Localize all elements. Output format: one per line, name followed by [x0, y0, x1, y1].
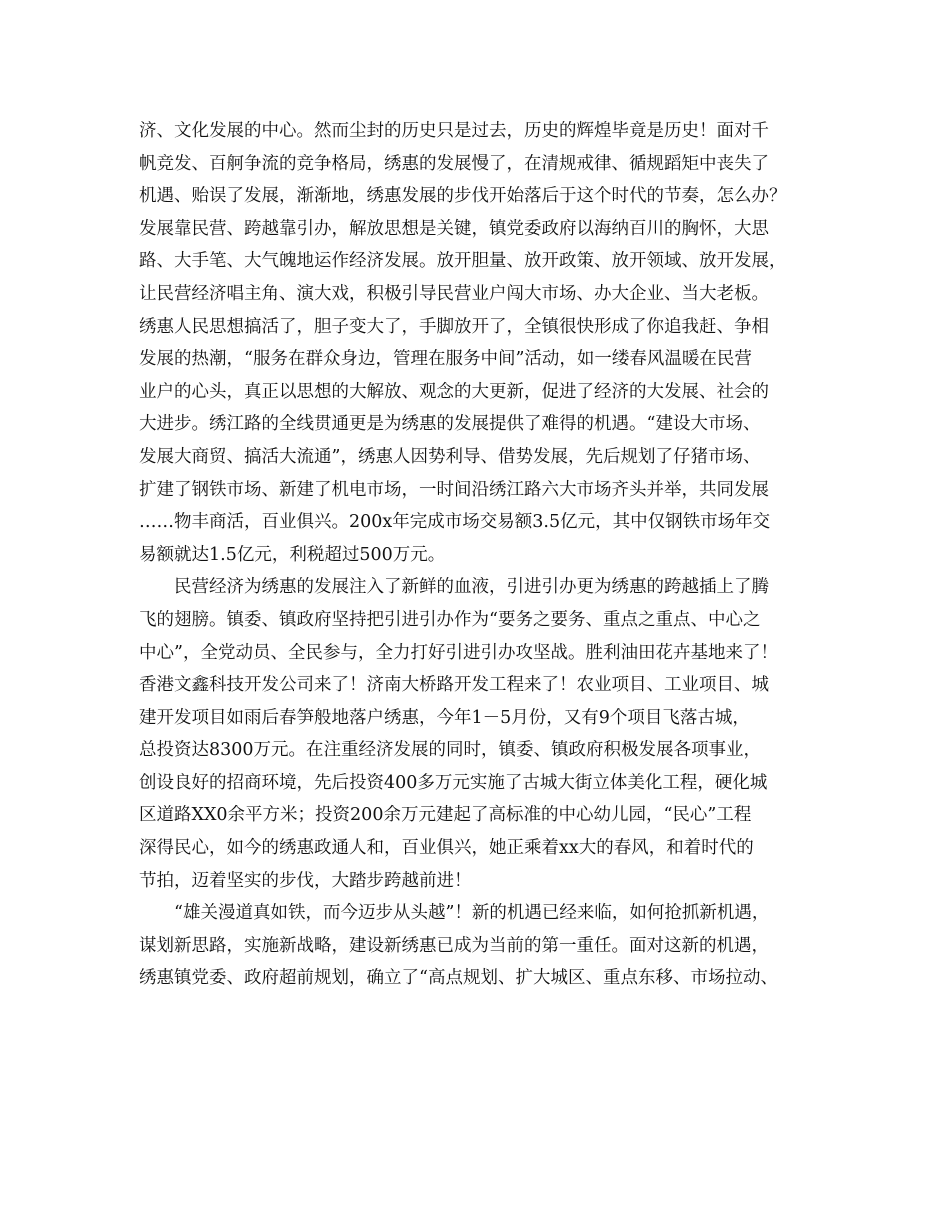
- text-line: 路、大手笔、大气魄地运作经济发展。放开胆量、放开政策、放开领域、放开发展，: [139, 251, 787, 272]
- paragraph-1: [139, 115, 839, 571]
- text-line: “雄关漫道真如铁，而今迈步从头越”！新的机遇已经来临，如何抢抓新机遇，: [174, 903, 770, 924]
- text-line: 民营经济为绣惠的发展注入了新鲜的血液，引进引办更为绣惠的跨越插上了腾: [174, 577, 769, 598]
- text-line: 区道路XX0余平方米；投资200余万元建起了高标准的中心幼儿园，“民心”工程: [139, 805, 752, 826]
- text-line: 创设良好的招商环境，先后投资400多万元实施了古城大街立体美化工程，硬化城: [139, 772, 768, 793]
- text-line: 绣惠人民思想搞活了，胆子变大了，手脚放开了，全镇很快形成了你追我赶、争相: [139, 316, 769, 337]
- text-line: 节拍，迈着坚实的步伐，大踏步跨越前进！: [139, 870, 472, 891]
- text-line: 飞的翅膀。镇委、镇政府坚持把引进引办作为“要务之要务、重点之重点、中心之: [139, 609, 761, 630]
- text-line: 扩建了钢铁市场、新建了机电市场，一时间沿绣江路六大市场齐头并举，共同发展: [139, 479, 769, 500]
- text-line: 香港文鑫科技开发公司来了！济南大桥路开发工程来了！农业项目、工业项目、城: [139, 675, 769, 696]
- text-line: 谋划新思路，实施新战略，建设新绣惠已成为当前的第一重任。面对这新的机遇，: [139, 935, 769, 956]
- text-line: 发展靠民营、跨越靠引办，解放思想是关键，镇党委政府以海纳百川的胸怀，大思: [139, 218, 769, 239]
- text-line: 大进步。绣江路的全线贯通更是为绣惠的发展提供了难得的机遇。“建设大市场、: [139, 414, 761, 435]
- text-line: 中心”，全党动员、全民参与，全力打好引进引办攻坚战。胜利油田花卉基地来了！: [139, 642, 778, 663]
- text-line: 发展的热潮，“服务在群众身边，管理在服务中间”活动，如一缕春风温暖在民营: [139, 349, 752, 370]
- text-line: 绣惠镇党委、政府超前规划，确立了“高点规划、扩大城区、重点东移、市场拉动、: [139, 968, 778, 989]
- text-line: 让民营经济唱主角、演大戏，积极引导民营业户闯大市场、办大企业、当大老板。: [139, 283, 769, 304]
- paragraph-2: [139, 571, 839, 897]
- text-line: ……物丰商活，百业俱兴。200x年完成市场交易额3.5亿元，其中仅钢铁市场年交: [139, 512, 771, 533]
- text-line: 业户的心头，真正以思想的大解放、观念的大更新，促进了经济的大发展、社会的: [139, 381, 769, 402]
- text-line: 济、文化发展的中心。然而尘封的历史只是过去，历史的辉煌毕竟是历史！面对千: [139, 121, 769, 141]
- text-line: 机遇、贻误了发展，渐渐地，绣惠发展的步伐开始落后于这个时代的节奏，怎么办？: [139, 186, 787, 207]
- document-body: [139, 115, 839, 995]
- paragraph-3: [139, 897, 839, 995]
- text-line: 总投资达8300万元。在注重经济发展的同时，镇委、镇政府积极发展各项事业，: [139, 740, 762, 761]
- text-line: 易额就达1.5亿元，利税超过500万元。: [139, 544, 446, 565]
- text-line: 帆竞发、百舸争流的竞争格局，绣惠的发展慢了，在清规戒律、循规蹈矩中丧失了: [139, 153, 769, 174]
- text-line: 建开发项目如雨后春笋般地落户绣惠，今年1－5月份，又有9个项目飞落古城，: [139, 707, 750, 728]
- text-line: 发展大商贸、搞活大流通”，绣惠人因势利导、借势发展，先后规划了仔猪市场、: [139, 446, 761, 467]
- text-line: 深得民心，如今的绣惠政通人和，百业俱兴，她正乘着xx大的春风，和着时代的: [139, 838, 754, 859]
